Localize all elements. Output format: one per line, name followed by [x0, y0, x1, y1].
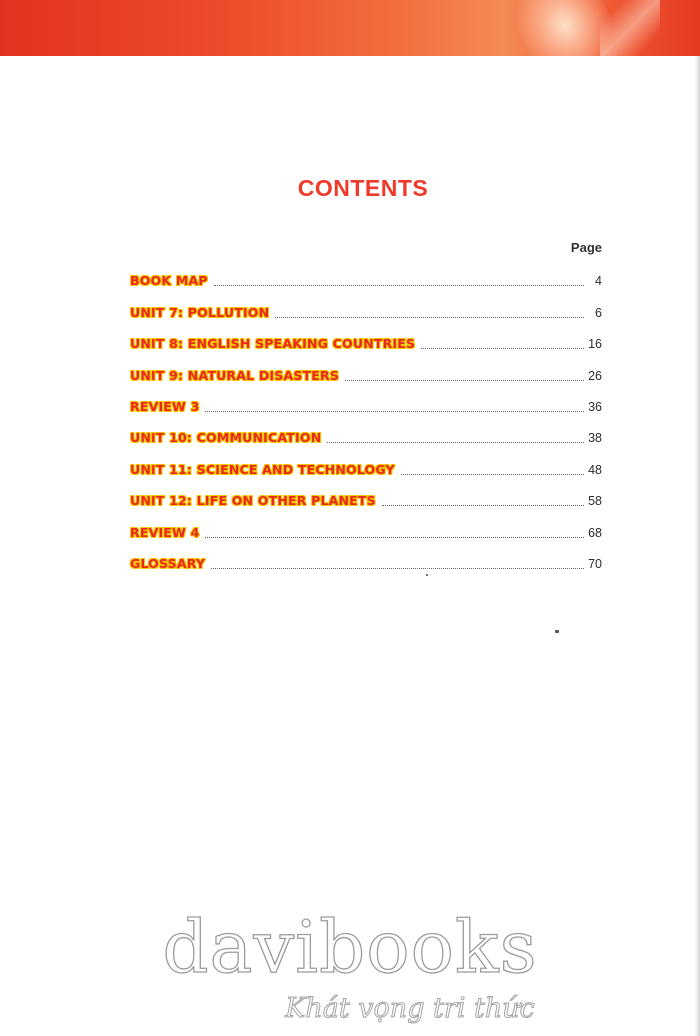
- page-column-header: Page: [570, 240, 602, 255]
- toc-entry-unit-10[interactable]: [130, 422, 602, 453]
- dot-leader: [205, 537, 584, 538]
- dot-leader: [205, 411, 584, 412]
- toc-entry-unit-9[interactable]: [130, 359, 602, 390]
- toc-entry-page: 68: [588, 525, 602, 540]
- toc-entry-label: UNIT 11: SCIENCE AND TECHNOLOGY: [130, 461, 395, 477]
- banner-streak: [600, 0, 660, 56]
- toc-entry-page: 70: [588, 556, 602, 571]
- toc-entry-page: 36: [588, 399, 602, 414]
- toc-entry-label: UNIT 7: POLLUTION: [130, 304, 270, 320]
- toc-entry-label: UNIT 12: LIFE ON OTHER PLANETS: [130, 493, 376, 509]
- toc-entry-review-4[interactable]: [130, 516, 602, 547]
- toc-entry-label: BOOK MAP: [130, 273, 208, 289]
- toc-entry-label: UNIT 8: ENGLISH SPEAKING COUNTRIES: [130, 336, 416, 352]
- watermark-tagline: Khát vọng tri thức: [285, 993, 535, 1024]
- top-banner: [0, 0, 700, 56]
- toc-entry-unit-12[interactable]: [130, 485, 602, 516]
- dot-leader: [421, 348, 584, 349]
- toc-entry-label: UNIT 10: COMMUNICATION: [130, 430, 322, 446]
- toc-entry-label: GLOSSARY: [130, 555, 206, 571]
- scan-speck: [555, 630, 559, 633]
- toc-entry-page: 6: [595, 305, 602, 320]
- watermark: [0, 900, 700, 1036]
- page-edge-shadow: [694, 56, 700, 1036]
- toc-entry-page: 4: [595, 274, 602, 289]
- table-of-contents: [130, 265, 602, 579]
- scan-speck: [426, 574, 428, 576]
- dot-leader: [401, 474, 584, 475]
- dot-leader: [345, 380, 584, 381]
- dot-leader: [382, 505, 584, 506]
- toc-entry-page: 58: [588, 494, 602, 509]
- page-title: CONTENTS: [297, 175, 429, 201]
- toc-entry-page: 26: [588, 368, 602, 383]
- toc-entry-glossary[interactable]: [130, 548, 602, 579]
- toc-entry-label: REVIEW 4: [130, 524, 200, 540]
- dot-leader: [327, 442, 584, 443]
- toc-entry-page: 38: [588, 431, 602, 446]
- toc-entry-page: 48: [588, 462, 602, 477]
- dot-leader: [214, 285, 584, 286]
- toc-entry-unit-11[interactable]: [130, 453, 602, 484]
- toc-entry-unit-8[interactable]: [130, 328, 602, 359]
- dot-leader: [275, 317, 584, 318]
- toc-entry-label: REVIEW 3: [130, 398, 200, 414]
- toc-entry-unit-7[interactable]: [130, 296, 602, 327]
- toc-entry-review-3[interactable]: [130, 391, 602, 422]
- toc-entry-page: 16: [588, 337, 602, 352]
- toc-entry-label: UNIT 9: NATURAL DISASTERS: [130, 367, 340, 383]
- watermark-brand: davibooks: [162, 905, 538, 989]
- dot-leader: [211, 568, 584, 569]
- toc-entry-book-map[interactable]: [130, 265, 602, 296]
